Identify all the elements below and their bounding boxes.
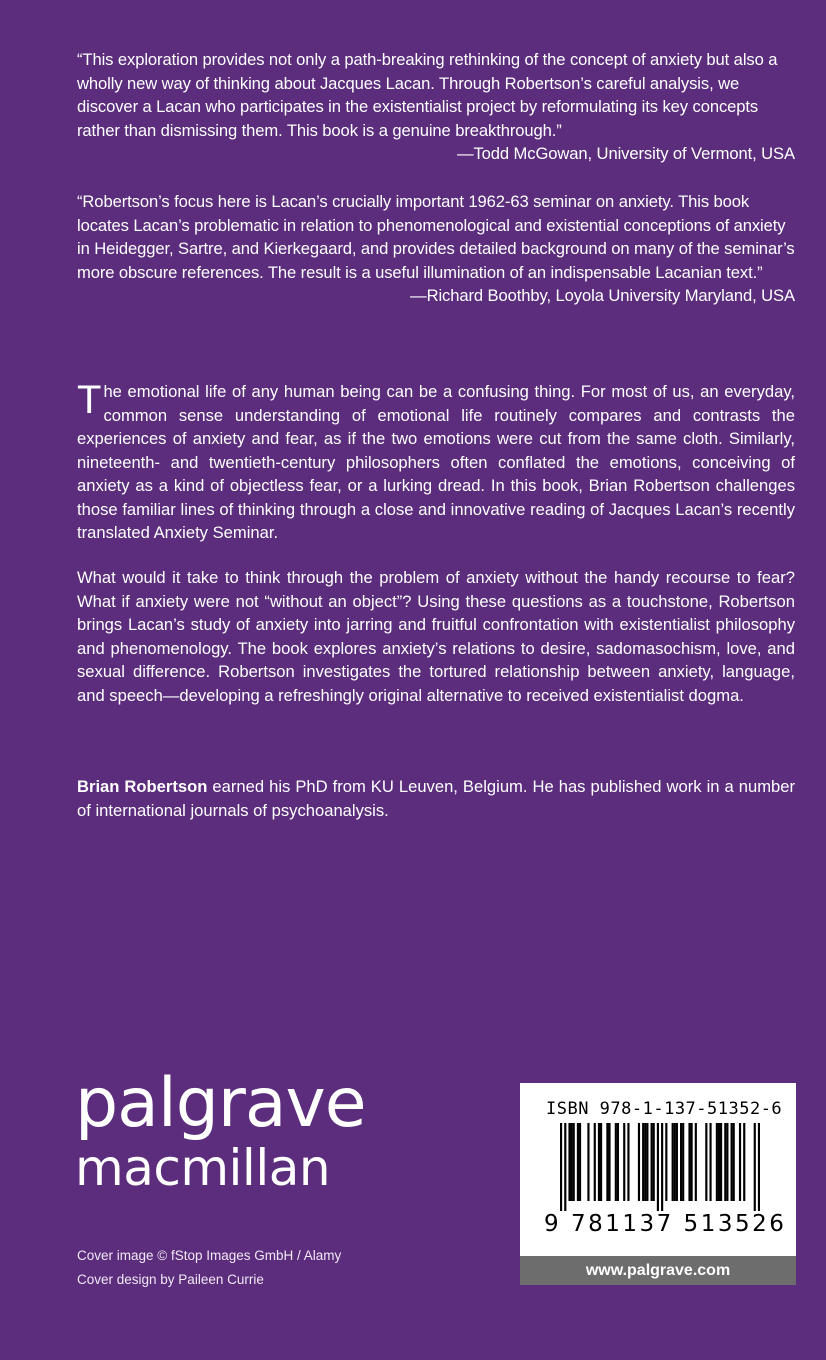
barcode-bar: [733, 1123, 735, 1201]
barcode-guard-bar: [657, 1123, 659, 1211]
barcode-guard-bar: [754, 1123, 756, 1211]
barcode-bar: [646, 1123, 648, 1201]
barcode-bar: [600, 1123, 602, 1201]
barcode-bar: [651, 1123, 653, 1201]
barcode-bar: [594, 1123, 596, 1201]
logo-line-2: macmillan: [75, 1139, 331, 1197]
barcode-guard-bar: [758, 1123, 760, 1211]
barcode-bar: [642, 1123, 644, 1201]
barcode-bar: [571, 1123, 573, 1201]
barcode-bar: [587, 1123, 589, 1201]
barcode-bar: [615, 1123, 617, 1201]
barcode-bar: [676, 1123, 678, 1201]
barcode-guard-bar: [661, 1123, 663, 1211]
barcode-bar: [623, 1123, 625, 1201]
barcode-bar: [743, 1123, 745, 1201]
description-paragraph-1: [77, 380, 795, 545]
barcode-bar: [598, 1123, 600, 1201]
barcode-bar: [644, 1123, 646, 1201]
barcode-bar: [709, 1123, 711, 1201]
cover-image-credit: Cover image © fStop Images GmbH / Alamy: [77, 1248, 342, 1263]
barcode-guard-bar: [564, 1123, 566, 1211]
barcode-bar: [617, 1123, 619, 1201]
quote-text: “Robertson’s focus here is Lacan’s crucially important 1962-63 seminar on anxiety. This book locates Lacan’s problematic in relation to phenomenological and existential conceptions of anxiety in Heidegger, Sartre, and Kierkegaard, and provides detailed background on many of the seminar’s more obscure references. The result is a useful illumination of an indispensable Lacanian text.”: [77, 192, 795, 282]
endorsement-quote-2: [77, 190, 795, 308]
barcode-bar: [720, 1123, 722, 1201]
barcode-bar: [680, 1123, 682, 1201]
barcode-bar: [726, 1123, 728, 1201]
isbn-label: ISBN 978-1-137-51352-6: [546, 1099, 783, 1119]
cover-design-credit: Cover design by Paileen Currie: [77, 1272, 264, 1287]
barcode-bar: [731, 1123, 733, 1201]
barcode-graphic: [560, 1123, 760, 1211]
barcode-bar: [739, 1123, 741, 1201]
barcode-bar: [718, 1123, 720, 1201]
barcode-bar: [716, 1123, 718, 1201]
author-bio: [77, 775, 795, 822]
isbn-digits: 9 781137 513526: [544, 1211, 787, 1237]
bio-text: earned his PhD from KU Leuven, Belgium. He has published work in a number of international journals of psychoanalysis.: [77, 777, 795, 820]
publisher-logo: [75, 1064, 366, 1197]
paragraph-text: he emotional life of any human being can be a confusing thing. For most of us, an everyday, common sense understanding of emotional life routinely compares and contrasts the experiences of anxiety and fear, as if the two emotions were cut from the same cloth. Similarly, nineteenth- and twentieth-century philosophers often conflated the emotions, conceiving of anxiety as a kind of objectless fear, or a lurking dread. In this book, Brian Robertson challenges those familiar lines of thinking through a close and innovative reading of Jacques Lacan’s recently translated Anxiety Seminar.: [77, 382, 795, 542]
barcode-bar: [606, 1123, 608, 1201]
barcode-guard-bar: [560, 1123, 562, 1211]
barcode-bar: [568, 1123, 570, 1201]
drop-cap: T: [77, 378, 102, 422]
isbn-barcode-box: [520, 1083, 796, 1256]
barcode-bar: [691, 1123, 693, 1201]
barcode-bar: [577, 1123, 579, 1201]
barcode-bar: [705, 1123, 707, 1201]
quote-attribution: —Todd McGowan, University of Vermont, USA: [456, 144, 795, 163]
description-paragraph-2: What would it take to think through the problem of anxiety without the handy recourse to fear? What if anxiety were not “without an object”? Using these questions as a touchstone, Robertson brings Lacan’s study of anxiety into jarring and fruitful confrontation with existentialist philosophy and phenomenology. The book explores anxiety’s relations to desire, sadomasochism, love, and sexual difference. Robertson investigates the tortured relationship between anxiety, language, and speech—developing a refreshingly original alternative to received existentialist dogma.: [77, 568, 795, 705]
barcode-bar: [682, 1123, 684, 1201]
barcode-bar: [573, 1123, 575, 1201]
quote-text: “This exploration provides not only a path-breaking rethinking of the concept of anxiety but also a wholly new way of thinking about Jacques Lacan. Through Robertson’s careful analysis, we discover a Lacan who participates in the existentialist project by reformulating its key concepts rather than dismissing them. This book is a genuine breakthrough.”: [77, 50, 778, 140]
barcode-bar: [672, 1123, 674, 1201]
barcode-bar: [674, 1123, 676, 1201]
barcode-bar: [688, 1123, 690, 1201]
barcode-bar: [627, 1123, 629, 1201]
barcode-bar: [579, 1123, 581, 1201]
endorsement-quote-1: [77, 48, 795, 166]
barcode-bar: [608, 1123, 610, 1201]
barcode-bar: [695, 1123, 697, 1201]
quote-attribution: —Richard Boothby, Loyola University Maryland, USA: [410, 286, 795, 305]
barcode-bar: [665, 1123, 667, 1201]
publisher-url: www.palgrave.com: [520, 1256, 796, 1285]
author-name: Brian Robertson: [77, 777, 208, 796]
barcode-bar: [653, 1123, 655, 1201]
barcode-bar: [638, 1123, 640, 1201]
barcode-bar: [724, 1123, 726, 1201]
logo-line-1: palgrave: [75, 1064, 366, 1143]
cover-credits: [77, 1244, 341, 1292]
